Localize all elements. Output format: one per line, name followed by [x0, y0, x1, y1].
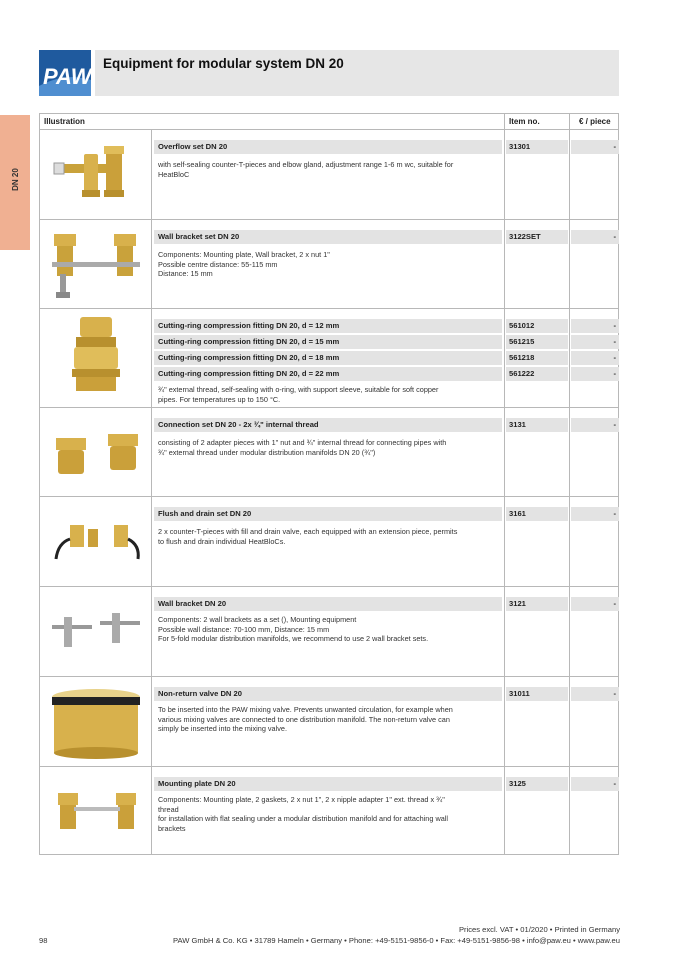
flush-drain-set-image	[44, 503, 148, 581]
item-number: 31301	[506, 140, 568, 154]
table-row	[40, 309, 618, 408]
table-row	[40, 130, 618, 220]
table-row	[40, 767, 618, 856]
product-name: Non-return valve DN 20	[154, 687, 502, 701]
product-name: Cutting-ring compression fitting DN 20, d = 12 mm	[154, 319, 502, 333]
table-row	[40, 408, 618, 497]
price: -	[571, 140, 619, 154]
item-number: 31011	[506, 687, 568, 701]
item-number: 3122SET	[506, 230, 568, 244]
price: -	[571, 777, 619, 791]
product-description: Components: 2 wall brackets as a set (), Mounting equipment Possible wall distance: 70-100 mm, Distance: 15 mm For 5-fold modular distribution manifolds, we recommend to use 2 wall bracket sets.	[158, 615, 429, 644]
price: -	[571, 351, 619, 365]
table-row	[40, 587, 618, 677]
side-tab	[0, 115, 30, 250]
product-name: Wall bracket DN 20	[154, 597, 502, 611]
footer-price-note: Prices excl. VAT • 01/2020 • Printed in Germany	[458, 925, 620, 934]
footer-company-info: PAW GmbH & Co. KG • 31789 Hameln • Germany • Phone: +49-5151-9856-0 • Fax: +49-5151-9856-98 • info@paw.eu • www.paw.eu	[172, 936, 620, 945]
product-name: Cutting-ring compression fitting DN 20, d = 15 mm	[154, 335, 502, 349]
price: -	[571, 597, 619, 611]
product-name: Overflow set DN 20	[154, 140, 502, 154]
overflow-set-image	[44, 136, 148, 214]
product-name: Cutting-ring compression fitting DN 20, d = 18 mm	[154, 351, 502, 365]
page-number: 98	[39, 936, 48, 945]
product-description: Components: Mounting plate, 2 gaskets, 2 x nut 1", 2 x nipple adapter 1" ext. thread x ¾" thread for installation with flat sealing under a modular distribution manifold and for attaching wall brackets	[158, 795, 449, 833]
item-number: 3125	[506, 777, 568, 791]
item-number: 3161	[506, 507, 568, 521]
wall-bracket-set-image	[44, 226, 148, 304]
table-row	[40, 220, 618, 309]
item-number: 3121	[506, 597, 568, 611]
product-description: consisting of 2 adapter pieces with 1" nut and ¾" internal thread for connecting pipes with ¾" external thread under modular distribution manifolds DN 20 (¾")	[158, 438, 447, 457]
item-number: 561215	[506, 335, 568, 349]
table-row	[40, 677, 618, 767]
item-number: 561012	[506, 319, 568, 333]
table-row	[40, 497, 618, 587]
price: -	[571, 367, 619, 381]
product-description: with self-sealing counter-T-pieces and elbow gland, adjustment range 1-6 m wc, suitable for HeatBloC	[158, 160, 454, 179]
price: -	[571, 687, 619, 701]
item-number: 3131	[506, 418, 568, 432]
product-description: Components: Mounting plate, Wall bracket, 2 x nut 1" Possible centre distance: 55-115 mm Distance: 15 mm	[158, 250, 330, 279]
svg-text:PAW: PAW	[43, 64, 91, 89]
price: -	[571, 230, 619, 244]
header-illustration: Illustration	[44, 117, 85, 126]
product-name: Wall bracket set DN 20	[154, 230, 502, 244]
price: -	[571, 507, 619, 521]
mounting-plate-image	[44, 773, 148, 851]
header-item-no: Item no.	[509, 117, 540, 126]
non-return-valve-image	[44, 683, 148, 761]
item-number: 561222	[506, 367, 568, 381]
product-description: 2 x counter-T-pieces with fill and drain valve, each equipped with an extension piece, permits to flush and drain individual HeatBloCs.	[158, 527, 458, 546]
price: -	[571, 418, 619, 432]
product-name: Connection set DN 20 - 2x ¾" internal thread	[154, 418, 502, 432]
product-name: Cutting-ring compression fitting DN 20, d = 22 mm	[154, 367, 502, 381]
price: -	[571, 319, 619, 333]
item-number: 561218	[506, 351, 568, 365]
page-title: Equipment for modular system DN 20	[103, 56, 344, 71]
header-price: € / piece	[579, 117, 611, 126]
connection-set-image	[44, 414, 148, 492]
product-description: ¾" external thread, self-sealing with o-ring, with support sleeve, suitable for soft copper pipes. For temperatures up to 150 °C.	[158, 385, 439, 404]
product-name: Mounting plate DN 20	[154, 777, 502, 791]
title-bar	[95, 50, 619, 96]
product-table	[39, 113, 619, 855]
price: -	[571, 335, 619, 349]
product-description: To be inserted into the PAW mixing valve. Prevents unwanted circulation, for example when various mixing valves are connected to one distribution manifold. The non-return valve can simply be inserted into the mixing valve.	[158, 705, 453, 734]
product-name: Flush and drain set DN 20	[154, 507, 502, 521]
cutting-ring-fitting-image	[44, 315, 148, 393]
paw-logo	[39, 50, 91, 96]
wall-bracket-image	[44, 593, 148, 671]
side-tab-label: DN 20	[11, 168, 20, 191]
table-header	[40, 114, 618, 130]
